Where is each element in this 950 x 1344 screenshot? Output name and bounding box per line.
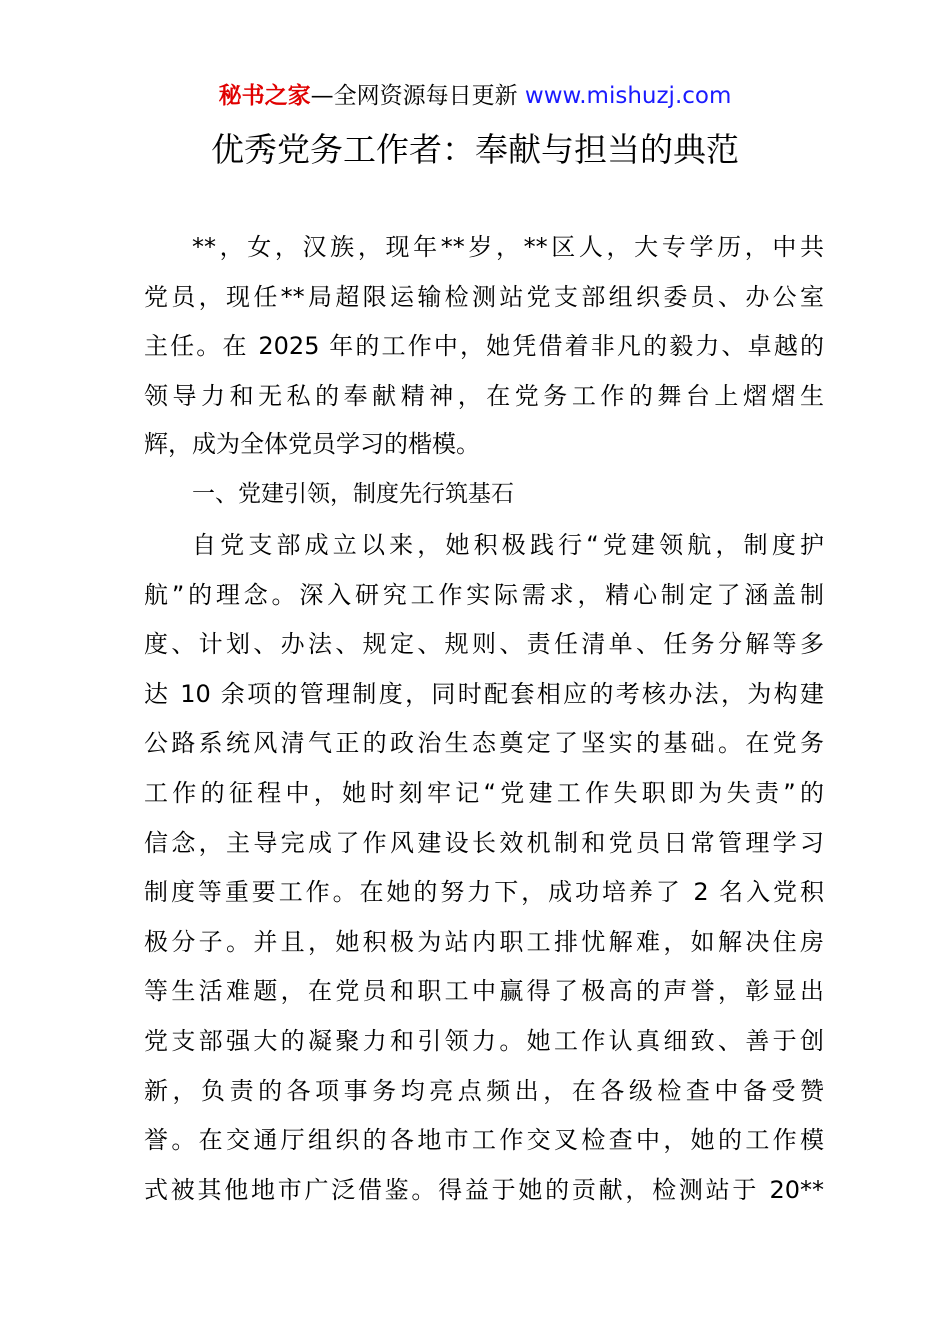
paragraph-line: 自党支部成立以来，她积极践行“党建领航，制度护 xyxy=(192,531,824,559)
paragraph-line: 信念，主导完成了作风建设长效机制和党员日常管理学习 xyxy=(144,829,824,857)
paragraph-line: 公路系统风清气正的政治生态奠定了坚实的基础。在党务 xyxy=(144,729,824,757)
paragraph-line: 领导力和无私的奉献精神，在党务工作的舞台上熠熠生 xyxy=(144,382,824,410)
paragraph-line: 制度等重要工作。在她的努力下，成功培养了 2 名入党积 xyxy=(144,878,824,906)
paragraph-line: 度、计划、办法、规定、规则、责任清单、任务分解等多 xyxy=(144,630,824,658)
paragraph-line: 党支部强大的凝聚力和引领力。她工作认真细致、善于创 xyxy=(144,1027,824,1055)
paragraph-line: 党员，现任**局超限运输检测站党支部组织委员、办公室 xyxy=(144,283,824,311)
paragraph-line: 新，负责的各项事务均亮点频出，在各级检查中备受赞 xyxy=(144,1077,824,1105)
paragraph-line: 极分子。并且，她积极为站内职工排忧解难，如解决住房 xyxy=(144,928,824,956)
paragraph-line: 主任。在 2025 年的工作中，她凭借着非凡的毅力、卓越的 xyxy=(144,332,824,360)
paragraph-line: 式被其他地市广泛借鉴。得益于她的贡献，检测站于 20** xyxy=(144,1176,824,1204)
site-header xyxy=(0,80,950,112)
document-title: 优秀党务工作者：奉献与担当的典范 xyxy=(211,130,739,169)
section-heading: 一、党建引领，制度先行筑基石 xyxy=(192,481,514,507)
paragraph-line: 等生活难题，在党员和职工中赢得了极高的声誉，彰显出 xyxy=(144,977,824,1005)
site-name: 秘书之家 xyxy=(218,83,311,109)
site-tagline: —全网资源每日更新 xyxy=(310,83,518,109)
site-url[interactable]: www.mishuzj.com xyxy=(524,83,732,109)
paragraph-line: 誉。在交通厅组织的各地市工作交叉检查中，她的工作模 xyxy=(144,1126,824,1154)
paragraph-line: 达 10 余项的管理制度，同时配套相应的考核办法，为构建 xyxy=(144,680,824,708)
paragraph-line: 工作的征程中，她时刻牢记“党建工作失职即为失责”的 xyxy=(144,779,824,807)
paragraph-line: **，女，汉族，现年**岁，**区人，大专学历，中共 xyxy=(192,233,824,261)
paragraph-line: 辉，成为全体党员学习的楷模。 xyxy=(144,430,480,458)
paragraph-line: 航”的理念。深入研究工作实际需求，精心制定了涵盖制 xyxy=(144,581,824,609)
